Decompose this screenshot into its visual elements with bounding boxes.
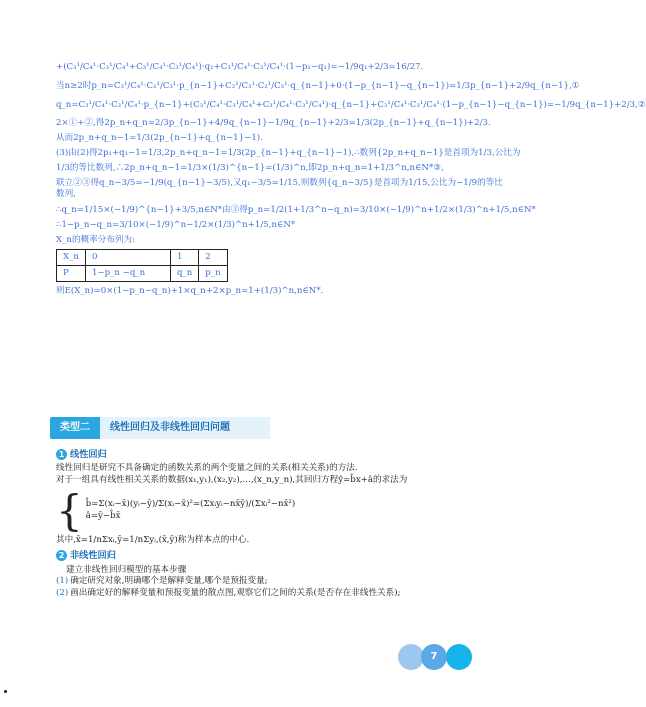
step-number: (2) xyxy=(56,587,69,598)
paragraph: 建立非线性回归模型的基本步骤 xyxy=(66,564,187,575)
formula-lines xyxy=(86,499,296,522)
formula-a: â=ȳ−b̂x̄ xyxy=(85,510,121,521)
step-number: (1) xyxy=(56,576,69,587)
bullet-dot xyxy=(4,690,7,693)
regression-formula xyxy=(56,485,466,535)
solution-line: ∴1−p_n−q_n=3/10×(−1/9)^n−1/2×(1/3)^n+1/5,n∈N* xyxy=(56,219,296,230)
distribution-label: X_n的概率分布列为: xyxy=(56,234,136,245)
type-tag: 类型二 xyxy=(50,417,100,439)
list-item xyxy=(56,588,466,600)
table-cell: 0 xyxy=(85,250,170,266)
solution-line: (3)由(2)得2p₁+q₁−1=1/3,2p_n+q_n−1=1/3(2p_{n−1}+q_{n−1}−1),∴数列{2p_n+q_n−1}是首项为1/3,公比为 xyxy=(56,147,521,158)
step-text: 确定研究对象,明确哪个是解释变量,哪个是预报变量; xyxy=(70,576,268,587)
table-row xyxy=(57,250,228,266)
solution-line: ∴q_n=1/15×(−1/9)^{n−1}+3/5,n∈N*由③得p_n=1/2(1+1/3^n−q_n)=3/10×(−1/9)^n+1/2×(1/3)^n+1/5,n∈N* xyxy=(56,204,536,215)
table-cell: p_n xyxy=(199,266,227,282)
step-text: 画出确定好的解释变量和预报变量的散点图,观察它们之间的关系(是否存在非线性关系); xyxy=(70,587,401,598)
solution-line: 1/3的等比数列,∴2p_n+q_n−1=1/3×(1/3)^{n−1}=(1/3)^n,即2p_n+q_n=1+1/3^n,n∈N*③, xyxy=(56,163,444,174)
section-title: 线性回归 xyxy=(70,449,107,460)
brace-symbol: { xyxy=(56,485,83,535)
section-heading xyxy=(56,550,466,562)
solution-line: 从而2p_n+q_n−1=1/3(2p_{n−1}+q_{n−1}−1). xyxy=(56,132,263,143)
solution-line: 2×①+②,得2p_n+q_n=2/3p_{n−1}+4/9q_{n−1}−1/9q_{n−1}+2/3=1/3(2p_{n−1}+q_{n−1})+2/3. xyxy=(56,117,491,128)
page-number: 7 xyxy=(421,644,447,670)
type-banner xyxy=(50,417,450,439)
solution-block xyxy=(56,60,646,298)
section-title: 非线性回归 xyxy=(70,550,116,562)
expectation-line: 则E(X_n)=0×(1−p_n−q_n)+1×q_n+2×p_n=1+(1/3)^n,n∈N*. xyxy=(56,286,324,297)
table-cell: 1−p_n −q_n xyxy=(85,266,170,282)
table-cell: 1 xyxy=(170,250,198,266)
table-cell: X_n xyxy=(57,250,86,266)
paragraph: 其中,x̄=1/nΣxᵢ,ȳ=1/nΣyᵢ,(x̄,ȳ)称为样本点的中心. xyxy=(56,534,250,545)
solution-line: 联立②③得q_n−3/5=−1/9(q_{n−1}−3/5),又q₁−3/5=1/15,则数列{q_n−3/5}是首项为1/15,公比为−1/9的等比 xyxy=(56,178,503,189)
formula-b: b̂=Σ(xᵢ−x̄)(yᵢ−ȳ)/Σ(xᵢ−x̄)²=(Σxᵢyᵢ−nx̄ȳ)/(Σxᵢ²−nx̄²) xyxy=(85,499,296,510)
table-cell: P xyxy=(57,266,86,282)
type-title: 线性回归及非线性回归问题 xyxy=(100,417,270,439)
decor-circle xyxy=(446,644,472,670)
page-number-badge xyxy=(398,644,474,674)
solution-line: 当n≥2时p_n=C₃¹/C₄¹·C₂¹/C₃¹·p_{n−1}+C₂¹/C₃¹·C₂¹/C₃¹·q_{n−1}+0·(1−p_{n−1}−q_{n−1})=1/3p_{n−1}+2/9q_{n−1},① xyxy=(56,81,580,92)
solution-line: +(C₃¹/C₄¹·C₃¹/C₄¹+C₃¹/C₄¹·C₃¹/C₄¹)·q₁+C₃¹/C₄¹·C₃¹/C₄¹·(1−p₁−q₁)=−1/9q₁+2/3=16/27. xyxy=(56,62,424,72)
paragraph: 线性回归是研究不具备确定的函数关系的两个变量之间的关系(相关关系)的方法. xyxy=(56,463,358,474)
section-number: 1 xyxy=(56,449,67,460)
section-heading xyxy=(56,449,466,461)
solution-line: 数列, xyxy=(56,189,76,200)
solution-line: q_n=C₃¹/C₄¹·C₃¹/C₄¹·p_{n−1}+(C₃¹/C₄¹·C₃¹/C₄¹+C₃¹/C₄¹·C₃¹/C₄¹)·q_{n−1}+C₃¹/C₄¹·C₃¹/C₄¹·(1−p_{n−1}−q_{n−1})=−1/9q_{n−1}+2/3,② xyxy=(56,100,646,111)
content-body xyxy=(56,447,466,599)
list-item xyxy=(56,576,466,588)
table-row xyxy=(57,266,228,282)
distribution-table xyxy=(56,249,228,282)
section-number: 2 xyxy=(56,550,67,561)
table-cell: q_n xyxy=(170,266,198,282)
table-cell: 2 xyxy=(199,250,227,266)
paragraph: 对于一组具有线性相关关系的数据(x₁,y₁),(x₂,y₂),…,(x_n,y_n),其回归方程ŷ=b̂x+â的求法为 xyxy=(56,475,408,486)
